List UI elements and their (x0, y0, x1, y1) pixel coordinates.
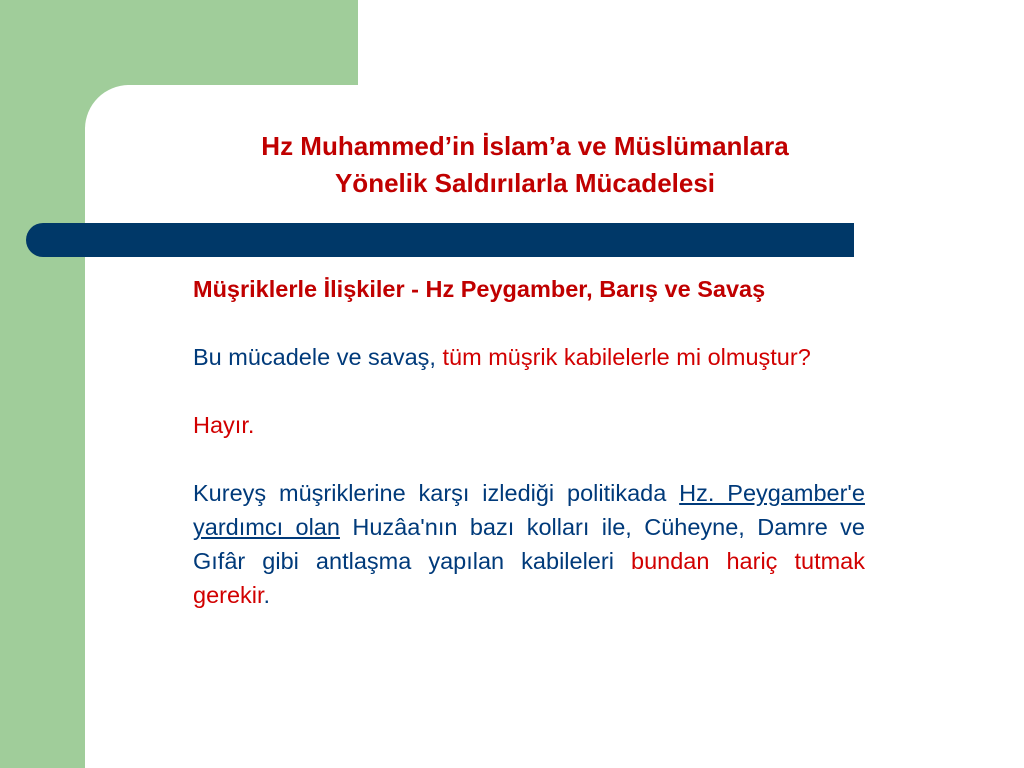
slide-body (193, 272, 865, 612)
spacer (193, 306, 865, 340)
explanation-paragraph (193, 476, 865, 612)
explanation-highlight: bundan hariç tutmak gerekir (193, 548, 865, 608)
explanation-text-2: Huzâa'nın bazı kolları ile, Cüheyne, Damre ve Gıfâr gibi antlaşma yapılan kabileleri (193, 514, 865, 574)
answer-text: Hayır. (193, 412, 255, 438)
title-line-2: Yönelik Saldırılarla Mücadelesi (334, 168, 716, 198)
title-line-1: Hz Muhammed’in İslam’a ve Müslümanlara (261, 131, 789, 161)
divider-bar (26, 223, 854, 257)
question-highlight: tüm müşrik kabilelerle mi olmuştur? (442, 344, 811, 370)
underlined-phrase: Hz. Peygamber'e yardımcı olan (193, 480, 865, 540)
explanation-text-1: Kureyş müşriklerine karşı izlediği politikada (193, 480, 680, 506)
slide-subtitle: Müşriklerle İlişkiler - Hz Peygamber, Barış ve Savaş (193, 276, 766, 302)
spacer (193, 374, 865, 408)
question-paragraph (193, 340, 865, 374)
slide-title (130, 128, 920, 202)
spacer (193, 442, 865, 476)
question-text: Bu mücadele ve savaş, (193, 344, 443, 370)
explanation-end: . (263, 582, 271, 608)
